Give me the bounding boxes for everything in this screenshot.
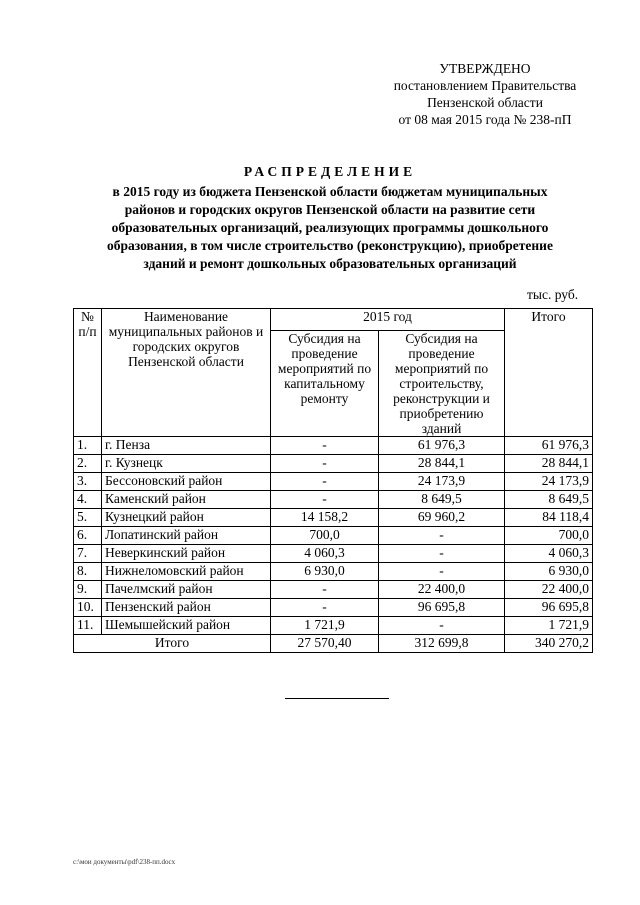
closing-rule: [285, 698, 389, 699]
summary-total: 340 270,2: [505, 635, 593, 653]
row-district-name: Пачелмский район: [102, 581, 271, 599]
table-row: [74, 581, 593, 599]
row-district-name: Бессоновский район: [102, 473, 271, 491]
row-capital-value: 14 158,2: [271, 509, 379, 527]
row-district-name: Каменский район: [102, 491, 271, 509]
file-path: c:\мои документы\pdf\238-пп.docx: [73, 858, 176, 866]
row-total-value: 84 118,4: [505, 509, 593, 527]
row-build-value: 96 695,8: [379, 599, 505, 617]
document-heading: [80, 163, 580, 273]
header-build: Субсидия на проведение мероприятий по строительству, реконструкции и приобретению зданий: [379, 331, 505, 437]
row-number: 4.: [74, 491, 102, 509]
row-number: 9.: [74, 581, 102, 599]
row-number: 5.: [74, 509, 102, 527]
row-total-value: 22 400,0: [505, 581, 593, 599]
row-build-value: 22 400,0: [379, 581, 505, 599]
row-capital-value: 700,0: [271, 527, 379, 545]
row-total-value: 700,0: [505, 527, 593, 545]
header-capital: Субсидия на проведение мероприятий по капитальному ремонту: [271, 331, 379, 437]
row-district-name: Кузнецкий район: [102, 509, 271, 527]
table-row: [74, 527, 593, 545]
row-capital-value: 1 721,9: [271, 617, 379, 635]
table-row: [74, 455, 593, 473]
row-total-value: 1 721,9: [505, 617, 593, 635]
row-capital-value: -: [271, 437, 379, 455]
heading-line: зданий и ремонт дошкольных образовательных организаций: [143, 256, 517, 271]
row-number: 8.: [74, 563, 102, 581]
table-row: [74, 617, 593, 635]
row-number: 10.: [74, 599, 102, 617]
table-body: [74, 437, 593, 653]
row-build-value: 24 173,9: [379, 473, 505, 491]
row-build-value: -: [379, 527, 505, 545]
row-number: 6.: [74, 527, 102, 545]
row-total-value: 8 649,5: [505, 491, 593, 509]
units-label: тыс. руб.: [527, 287, 579, 302]
distribution-table: [73, 308, 593, 653]
header-name: Наименование муниципальных районов и городских округов Пензенской области: [102, 309, 271, 437]
row-capital-value: -: [271, 491, 379, 509]
summary-row: [74, 635, 593, 653]
table-row: [74, 491, 593, 509]
summary-build: 312 699,8: [379, 635, 505, 653]
row-number: 2.: [74, 455, 102, 473]
row-capital-value: 6 930,0: [271, 563, 379, 581]
row-total-value: 28 844,1: [505, 455, 593, 473]
approval-line: от 08 мая 2015 года № 238-пП: [398, 112, 572, 127]
table-row: [74, 509, 593, 527]
row-number: 11.: [74, 617, 102, 635]
row-district-name: г. Пенза: [102, 437, 271, 455]
row-total-value: 24 173,9: [505, 473, 593, 491]
row-build-value: 8 649,5: [379, 491, 505, 509]
row-capital-value: -: [271, 581, 379, 599]
row-build-value: 61 976,3: [379, 437, 505, 455]
row-total-value: 4 060,3: [505, 545, 593, 563]
row-capital-value: -: [271, 599, 379, 617]
row-total-value: 96 695,8: [505, 599, 593, 617]
approval-line: Пензенской области: [427, 95, 543, 110]
table-row: [74, 599, 593, 617]
row-build-value: -: [379, 617, 505, 635]
row-capital-value: -: [271, 455, 379, 473]
row-district-name: г. Кузнецк: [102, 455, 271, 473]
row-build-value: -: [379, 563, 505, 581]
header-total: Итого: [505, 309, 593, 437]
row-district-name: Нижнеломовский район: [102, 563, 271, 581]
row-district-name: Пензенский район: [102, 599, 271, 617]
row-build-value: 69 960,2: [379, 509, 505, 527]
row-number: 1.: [74, 437, 102, 455]
row-district-name: Лопатинский район: [102, 527, 271, 545]
heading-line: в 2015 году из бюджета Пензенской области бюджетам муниципальных: [112, 184, 548, 199]
row-district-name: Шемышейский район: [102, 617, 271, 635]
heading-line: районов и городских округов Пензенской области на развитие сети: [124, 202, 536, 217]
summary-capital: 27 570,40: [271, 635, 379, 653]
heading-line: образовательных организаций, реализующих программы дошкольного: [111, 220, 549, 235]
approval-block: [380, 60, 590, 128]
approval-line: УТВЕРЖДЕНО: [439, 61, 531, 76]
row-total-value: 61 976,3: [505, 437, 593, 455]
table-row: [74, 545, 593, 563]
row-number: 3.: [74, 473, 102, 491]
approval-line: постановлением Правительства: [393, 78, 577, 93]
summary-label: Итого: [74, 635, 271, 653]
row-number: 7.: [74, 545, 102, 563]
table-row: [74, 563, 593, 581]
document-title: РАСПРЕДЕЛЕНИЕ: [243, 164, 417, 179]
table-row: [74, 437, 593, 455]
row-capital-value: 4 060,3: [271, 545, 379, 563]
row-build-value: -: [379, 545, 505, 563]
row-district-name: Неверкинский район: [102, 545, 271, 563]
row-build-value: 28 844,1: [379, 455, 505, 473]
header-year: 2015 год: [271, 309, 505, 331]
heading-line: образования, в том числе строительство (реконструкцию), приобретение: [107, 238, 553, 253]
table-row: [74, 473, 593, 491]
row-total-value: 6 930,0: [505, 563, 593, 581]
row-capital-value: -: [271, 473, 379, 491]
header-num: № п/п: [74, 309, 102, 437]
